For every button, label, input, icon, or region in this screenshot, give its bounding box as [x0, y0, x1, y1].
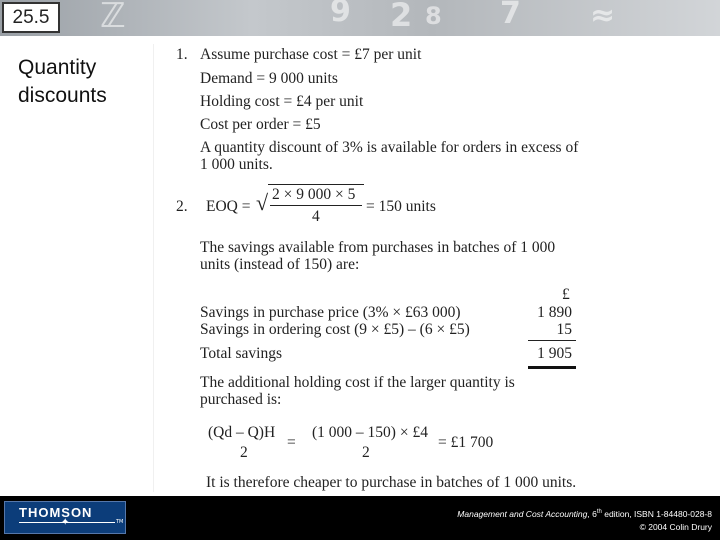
holding-intro: purchased is: — [200, 391, 282, 408]
savings-intro: The savings available from purchases in batches of 1 000 — [200, 239, 556, 256]
formula-right-numerator: (1 000 – 150) × £4 — [312, 424, 428, 441]
savings-row-label: Savings in purchase price (3% × £63 000) — [200, 304, 461, 321]
assumption-line: Holding cost = £4 per unit — [200, 93, 364, 110]
footer-citation — [457, 506, 712, 534]
currency-header: £ — [562, 286, 570, 303]
assumption-line: A quantity discount of 3% is available for orders in excess of — [200, 139, 579, 156]
savings-row-value: 15 — [556, 321, 572, 338]
edition-isbn: edition, ISBN 1-84480-028-8 — [604, 508, 712, 519]
assumption-line: Cost per order = £5 — [200, 116, 321, 133]
eoq-result: = 150 units — [366, 198, 436, 215]
slide-title-line: discounts — [18, 84, 107, 107]
step-number: 1. — [176, 46, 188, 63]
footer-bar — [0, 496, 720, 540]
savings-intro: units (instead of 150) are: — [200, 256, 360, 273]
holding-intro: The additional holding cost if the larger quantity is — [200, 374, 515, 391]
logo-trademark: TM — [116, 519, 124, 525]
slide-title — [18, 54, 107, 110]
savings-row-label: Savings in ordering cost (9 × £5) – (6 × £5) — [200, 321, 470, 338]
sqrt-symbol: √ — [256, 190, 269, 215]
eoq-denominator: 4 — [312, 208, 320, 225]
savings-row-value: 1 890 — [537, 304, 572, 321]
assumption-line: Demand = 9 000 units — [200, 70, 338, 87]
slide-number: 25.5 — [2, 2, 60, 33]
total-label: Total savings — [200, 345, 283, 362]
slide-title-line: Quantity — [18, 56, 97, 79]
total-value: 1 905 — [537, 345, 572, 362]
book-title: Management and Cost Accounting — [457, 508, 588, 519]
banner-decoration: 7 — [500, 0, 521, 31]
total-rule — [528, 366, 576, 369]
book-reference: Management and Cost Accounting, 6th edition, ISBN 1-84480-028-8 — [457, 508, 712, 519]
divider — [153, 44, 154, 492]
formula-result: = £1 700 — [438, 434, 494, 451]
banner-decoration: 8 — [425, 2, 442, 30]
formula-left-numerator: (Qd – Q)H — [208, 424, 276, 441]
subtotal-rule — [528, 340, 576, 341]
step-number: 2. — [176, 198, 188, 215]
logo-wordmark: THOMSON — [19, 505, 93, 520]
eoq-numerator: 2 × 9 000 × 5 — [272, 186, 356, 203]
edition-suffix: th — [596, 509, 602, 515]
banner-decoration: ≈ — [590, 0, 616, 33]
banner-decoration: 2 — [390, 0, 413, 34]
publisher-logo — [4, 501, 126, 534]
formula-left-denominator: 2 — [240, 444, 248, 461]
assumption-line: 1 000 units. — [200, 156, 273, 173]
formula-right-denominator: 2 — [362, 444, 370, 461]
copyright: © 2004 Colin Drury — [639, 521, 712, 532]
eoq-label: EOQ = — [206, 198, 251, 215]
conclusion: It is therefore cheaper to purchase in batches of 1 000 units. — [206, 474, 577, 491]
banner-decoration: ℤ — [100, 0, 126, 36]
banner-decoration: 9 — [330, 0, 351, 29]
header-banner — [0, 0, 720, 36]
edition-number: 6 — [592, 508, 597, 519]
formula-equals: = — [287, 434, 296, 451]
star-icon: ✦ — [61, 517, 70, 528]
assumption-line: Assume purchase cost = £7 per unit — [200, 46, 422, 63]
